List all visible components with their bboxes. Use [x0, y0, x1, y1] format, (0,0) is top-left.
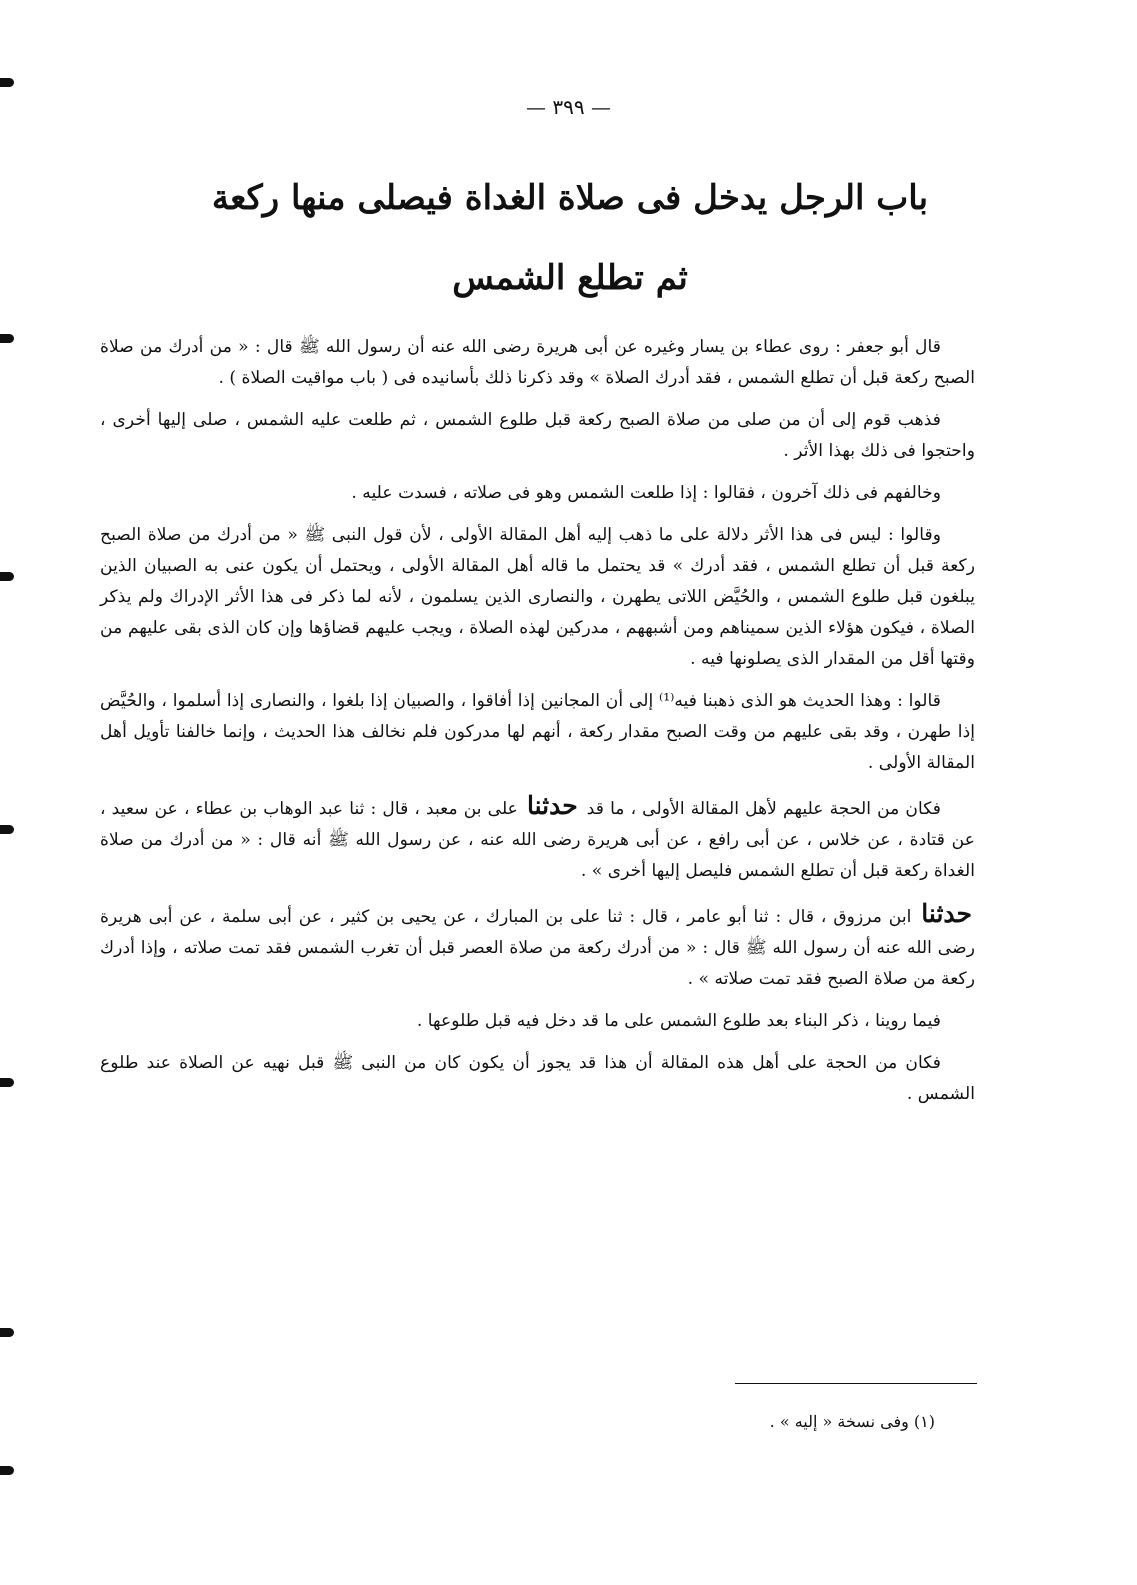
paragraph: قال أبو جعفر : روى عطاء بن يسار وغيره عن أبى هريرة رضى الله عنه أن رسول الله ﷺ قال : « من أدرك من صلاة الصبح ركعة قبل أن تطلع الشمس ، فقد أدرك الصلاة » وقد ذكرنا ذلك بأسانيده فى ( باب مواقيت الصلاة ) .	[100, 337, 975, 388]
chapter-title-line-1: باب الرجل يدخل فى صلاة الغداة فيصلى منها ركعة	[211, 178, 929, 218]
margin-mark	[0, 1466, 14, 1475]
haddathana-keyword: حدثنا	[921, 899, 972, 928]
margin-mark	[0, 825, 14, 834]
paragraph: فكان من الحجة على أهل هذه المقالة أن هذا قد يجوز أن يكون كان من النبى ﷺ قبل نهيه عن الصلاة عند طلوع الشمس .	[100, 1053, 975, 1104]
page-number: — ٣٩٩ —	[526, 95, 611, 119]
margin-mark	[0, 1328, 14, 1337]
margin-mark	[0, 572, 14, 581]
paragraph: فذهب قوم إلى أن من صلى من صلاة الصبح ركعة قبل طلوع الشمس ، ثم طلعت عليه الشمس ، صلى إليها أخرى ، واحتجوا فى ذلك بهذا الأثر .	[100, 410, 975, 461]
paragraph: وقالوا : ليس فى هذا الأثر دلالة على ما ذهب إليه أهل المقالة الأولى ، لأن قول النبى ﷺ « من أدرك من صلاة الصبح ركعة قبل أن تطلع الشمس ، فقد أدرك » قد يحتمل ما قاله أهل المقالة الأولى ، ويحتمل أن يكون عنى به الصبيان الذين يبلغون قبل طلوع الشمس ، والحُيَّض اللاتى يطهرن ، والنصارى الذين يسلمون ، لأنه لما ذكر فى هذا الأثر الإدراك ولم يذكر الصلاة ، فيكون هؤلاء الذين سميناهم ومن أشبههم ، مدركين لهذه الصلاة ، ويجب عليهم قضاؤها وإن كان الذى بقى عليهم من وقتها أقل من المقدار الذى يصلونها فيه .	[100, 525, 975, 669]
footnote-divider	[735, 1383, 977, 1384]
chapter-title-line-2: ثم تطلع الشمس	[452, 258, 688, 298]
margin-mark	[0, 334, 14, 343]
margin-mark	[0, 1078, 14, 1087]
paragraph: قالوا : وهذا الحديث هو الذى ذهبنا فيه⁽¹⁾ إلى أن المجانين إذا أفاقوا ، والصبيان إذا بلغوا ، والنصارى إذا أسلموا ، والحُيَّض إذا طهرن ، وقد بقى عليهم من وقت الصبح مقدار ركعة ، أنهم لها مدركون فلم نخالف هذا الحديث ، وإنما خالفنا تأويل أهل المقالة الأولى .	[100, 691, 975, 773]
paragraph: حدثنا ابن مرزوق ، قال : ثنا أبو عامر ، قال : ثنا على بن المبارك ، عن يحيى بن كثير ، عن أبى سلمة ، عن أبى هريرة رضى الله عنه أن رسول الله ﷺ قال : « من أدرك ركعة من صلاة العصر قبل أن تغرب الشمس فقد تمت صلاته ، وإذا أدرك ركعة من صلاة الصبح فقد تمت صلاته » .	[100, 899, 975, 989]
footnote: (١) وفى نسخة « إليه » .	[769, 1412, 935, 1431]
body-text	[100, 332, 975, 1121]
haddathana-keyword: حدثنا	[527, 791, 578, 820]
paragraph: فيما روينا ، ذكر البناء بعد طلوع الشمس على ما قد دخل فيه قبل طلوعها .	[416, 1011, 941, 1031]
paragraph: وخالفهم فى ذلك آخرون ، فقالوا : إذا طلعت الشمس وهو فى صلاته ، فسدت عليه .	[351, 483, 941, 503]
paragraph: فكان من الحجة عليهم لأهل المقالة الأولى ، ما قد حدثنا على بن معبد ، قال : ثنا عبد الوهاب بن عطاء ، عن سعيد ، عن قتادة ، عن خلاس ، عن أبى رافع ، عن أبى هريرة رضى الله عنه ، عن رسول الله ﷺ أنه قال : « من أدرك من صلاة الغداة ركعة قبل أن تطلع الشمس فليصل إليها أخرى » .	[100, 791, 975, 881]
margin-mark	[0, 78, 14, 87]
